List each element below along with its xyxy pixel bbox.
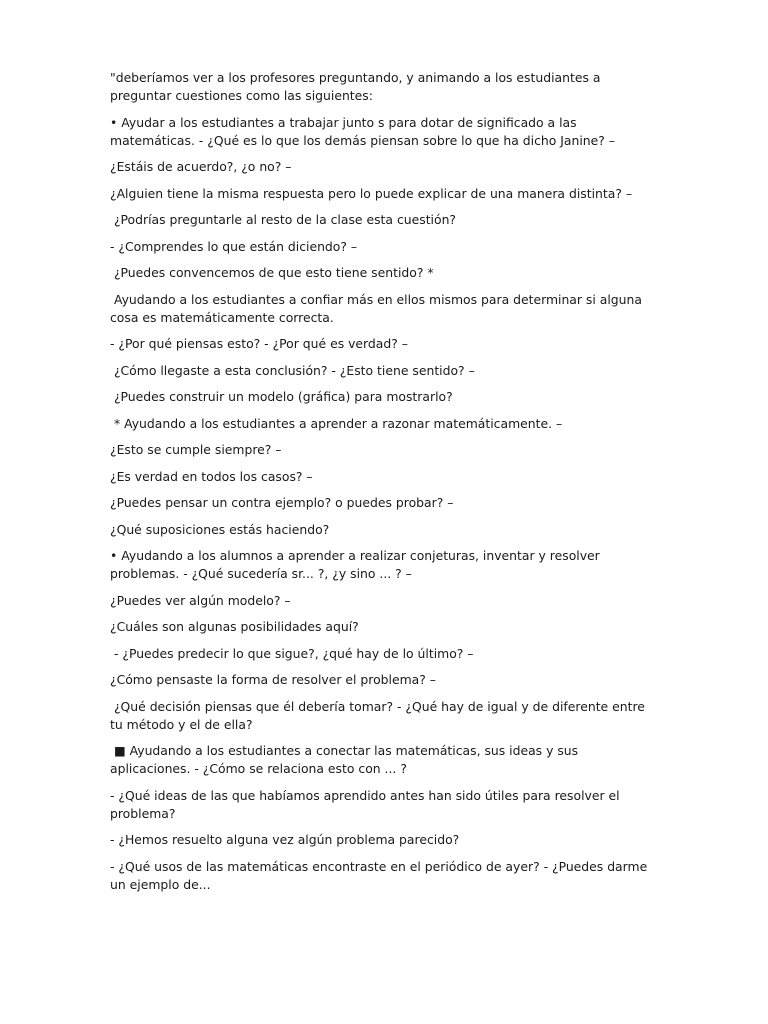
paragraph: ¿Qué suposiciones estás haciendo? (110, 521, 330, 537)
paragraph: ¿Cómo pensaste la forma de resolver el problema? – (110, 672, 436, 687)
paragraph-bullet-conectar: ■ Ayudando a los estudiantes a conectar las matemáticas, sus ideas y sus aplicaciones. - ¿Cómo se relaciona esto con ... ? (110, 743, 583, 776)
paragraph: ¿Cómo llegaste a esta conclusión? - ¿Esto tiene sentido? – (110, 362, 475, 378)
paragraph-bullet-conjeturas: • Ayudando a los alumnos a aprender a realizar conjeturas, inventar y resolver problemas. - ¿Qué sucedería sr... ?, ¿y sino ... ? – (110, 548, 604, 581)
paragraph: - ¿Por qué piensas esto? - ¿Por qué es verdad? – (110, 336, 408, 351)
paragraph: ¿Puedes ver algún modelo? – (110, 592, 291, 608)
paragraph-intro: "deberíamos ver a los profesores preguntando, y animando a los estudiantes a preguntar cuestiones como las siguientes: (110, 70, 605, 103)
paragraph: - ¿Qué usos de las matemáticas encontraste en el periódico de ayer? - ¿Puedes darme un ejemplo de... (110, 858, 652, 892)
paragraph: ¿Puedes convencemos de que esto tiene sentido? * (110, 265, 434, 280)
paragraph-bullet-significado: • Ayudar a los estudiantes a trabajar junto s para dotar de significado a las matemáticas. - ¿Qué es lo que los demás piensan sobre lo que ha dicho Janine? – (110, 114, 615, 148)
document-page (110, 69, 655, 902)
paragraph: - ¿Qué ideas de las que habíamos aprendido antes han sido útiles para resolver el problema? (110, 787, 624, 821)
paragraph: - ¿Hemos resuelto alguna vez algún problema parecido? (110, 832, 460, 847)
paragraph: ¿Estáis de acuerdo?, ¿o no? – (110, 159, 292, 174)
paragraph: ¿Puedes pensar un contra ejemplo? o puedes probar? – (110, 495, 454, 510)
paragraph-bullet-razonar: * Ayudando a los estudiantes a aprender a razonar matemáticamente. – (110, 415, 563, 431)
paragraph: ¿Es verdad en todos los casos? – (110, 468, 313, 484)
paragraph: ¿Alguien tiene la misma respuesta pero lo puede explicar de una manera distinta? – (110, 185, 633, 201)
paragraph: - ¿Comprendes lo que están diciendo? – (110, 238, 358, 254)
paragraph: ¿Puedes construir un modelo (gráfica) para mostrarlo? (110, 389, 453, 404)
paragraph: ¿Esto se cumple siempre? – (110, 442, 282, 457)
paragraph: - ¿Puedes predecir lo que sigue?, ¿qué hay de lo último? – (110, 645, 474, 661)
paragraph: ¿Cuáles son algunas posibilidades aquí? (110, 619, 359, 634)
paragraph: ¿Qué decisión piensas que él debería tomar? - ¿Qué hay de igual y de diferente entre tu método y el de ella? (110, 698, 649, 732)
paragraph-bullet-confiar: Ayudando a los estudiantes a confiar más en ellos mismos para determinar si alguna cosa es matemáticamente correcta. (110, 291, 646, 325)
paragraph: ¿Podrías preguntarle al resto de la clase esta cuestión? (110, 212, 457, 227)
